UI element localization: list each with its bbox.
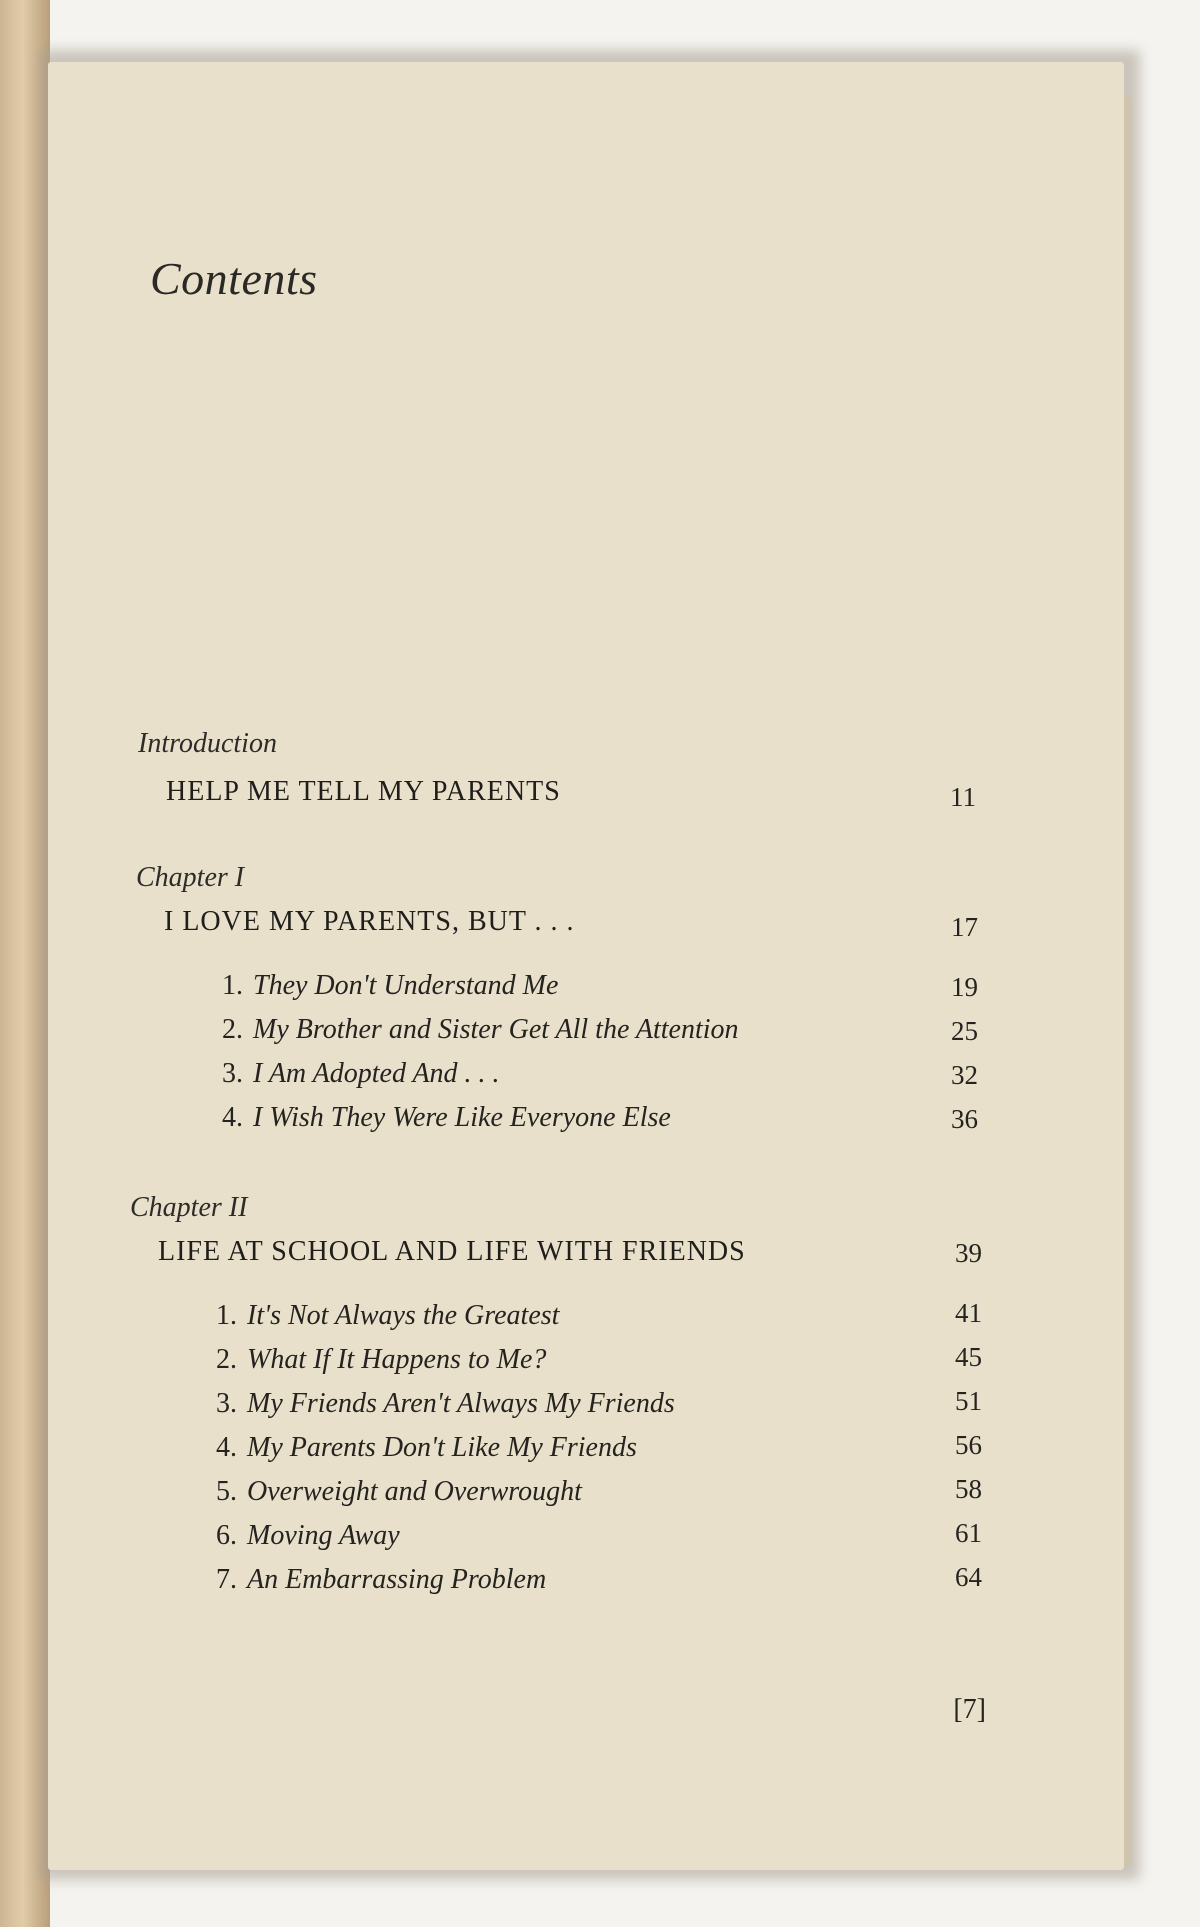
entry-number: 4.	[222, 1102, 243, 1133]
entry-number: 7.	[216, 1564, 237, 1595]
chapter-2-entry	[216, 1300, 559, 1332]
entry-title: What If It Happens to Me?	[247, 1344, 547, 1375]
chapter-2-entry	[216, 1564, 546, 1596]
chapter-2-entry	[216, 1432, 637, 1464]
entry-title: Overweight and Overwrought	[247, 1476, 582, 1507]
entry-title: My Brother and Sister Get All the Attention	[253, 1014, 739, 1045]
chapter-1-entry	[222, 1014, 739, 1046]
entry-page-number: 56	[955, 1430, 982, 1460]
entry-number: 4.	[216, 1432, 237, 1463]
chapter-1-entry	[222, 1102, 671, 1134]
entry-page-number: 58	[955, 1474, 982, 1504]
entry-page-number: 61	[955, 1518, 982, 1548]
entry-number: 2.	[216, 1344, 237, 1375]
entry-page-number: 45	[955, 1342, 982, 1372]
introduction-label: Introduction	[138, 728, 277, 759]
entry-title: I Wish They Were Like Everyone Else	[253, 1102, 671, 1133]
chapter-2-entry	[216, 1388, 675, 1420]
entry-page-number: 19	[951, 972, 978, 1002]
entry-title: An Embarrassing Problem	[247, 1564, 547, 1595]
page-title: Contents	[150, 253, 318, 304]
entry-title: It's Not Always the Greatest	[247, 1300, 560, 1331]
entry-title: My Friends Aren't Always My Friends	[247, 1388, 675, 1419]
entry-number: 6.	[216, 1520, 237, 1551]
entry-title: They Don't Understand Me	[253, 970, 559, 1001]
entry-number: 3.	[222, 1058, 243, 1089]
chapter-1-label: Chapter I	[136, 862, 245, 893]
entry-page-number: 51	[955, 1386, 982, 1416]
entry-title: My Parents Don't Like My Friends	[247, 1432, 637, 1463]
entry-page-number: 25	[951, 1016, 978, 1046]
chapter-2-page-number: 39	[955, 1238, 982, 1268]
entry-page-number: 32	[951, 1060, 978, 1090]
entry-page-number: 36	[951, 1104, 978, 1134]
chapter-2-label: Chapter II	[130, 1192, 248, 1223]
chapter-2-heading: LIFE AT SCHOOL AND LIFE WITH FRIENDS	[158, 1236, 746, 1267]
introduction-page-number: 11	[950, 782, 976, 812]
entry-number: 5.	[216, 1476, 237, 1507]
book-page	[48, 62, 1124, 1870]
entry-title: Moving Away	[247, 1520, 400, 1551]
entry-page-number: 64	[955, 1562, 982, 1592]
page-folio: [7]	[953, 1694, 986, 1725]
chapter-2-entry	[216, 1520, 400, 1552]
chapter-1-page-number: 17	[951, 912, 978, 942]
entry-number: 2.	[222, 1014, 243, 1045]
chapter-2-entry	[216, 1476, 582, 1508]
entry-title: I Am Adopted And . . .	[253, 1058, 500, 1089]
introduction-heading: HELP ME TELL MY PARENTS	[166, 776, 561, 807]
entry-number: 1.	[222, 970, 243, 1001]
entry-number: 3.	[216, 1388, 237, 1419]
chapter-1-entry	[222, 970, 558, 1002]
chapter-1-heading: I LOVE MY PARENTS, BUT . . .	[164, 906, 575, 937]
chapter-1-entry	[222, 1058, 500, 1090]
entry-number: 1.	[216, 1300, 237, 1331]
chapter-2-entry	[216, 1344, 546, 1376]
entry-page-number: 41	[955, 1298, 982, 1328]
